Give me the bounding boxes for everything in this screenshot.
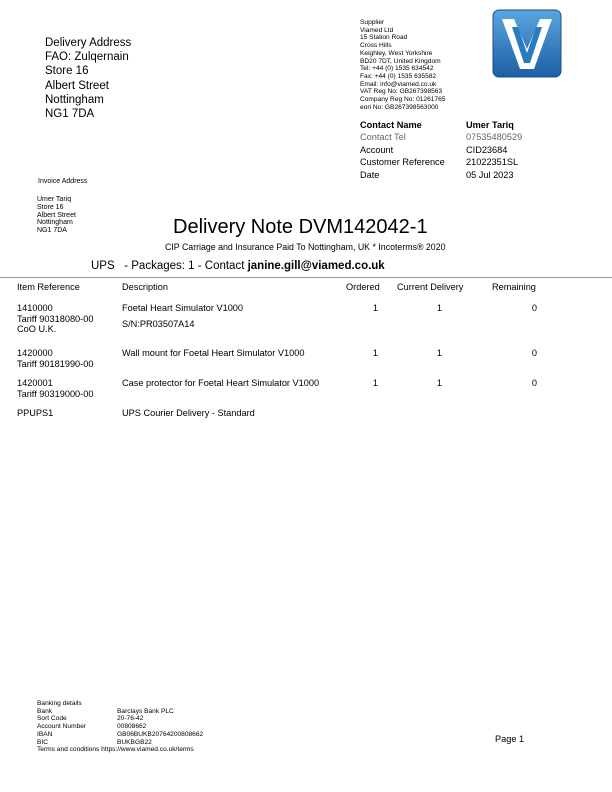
invoice-address-line: Albert Street	[37, 211, 76, 219]
delivery-address-line: NG1 7DA	[45, 108, 95, 121]
supplier-line: VAT Reg No: GB267398563	[360, 88, 443, 96]
contact-value: 07535480529	[466, 132, 523, 143]
invoice-address	[37, 196, 76, 235]
invoice-address-heading: Invoice Address	[38, 178, 88, 185]
contact-value: CID23684	[466, 144, 508, 155]
table-row-ref	[17, 378, 93, 399]
supplier-line: Email: info@viamed.co.uk	[360, 80, 437, 88]
invoice-address-line: Umer Tariq	[37, 196, 72, 203]
contact-label: Date	[360, 169, 380, 180]
item-remaining: 0	[531, 348, 537, 358]
item-ordered: 1	[372, 378, 378, 388]
column-header-remaining: Remaining	[492, 282, 536, 292]
supplier-line: Cross Hills	[360, 42, 392, 50]
table-row-ref	[17, 303, 93, 335]
supplier-line: Keighley, West Yorkshire	[360, 49, 433, 57]
supplier-line: 15 Station Road	[360, 34, 408, 42]
contact-label: Contact Name	[360, 120, 422, 130]
contact-row	[360, 119, 522, 131]
item-tariff: Tariff 90319000-00	[17, 388, 94, 399]
item-reference: 1410000	[17, 303, 53, 313]
item-current-delivery: 1	[436, 348, 442, 358]
delivery-address-line: Nottingham	[45, 93, 104, 106]
incoterms-line: CIP Carriage and Insurance Paid To Nottingham, UK * Incoterms® 2020	[165, 242, 446, 252]
column-header-description: Description	[122, 282, 168, 292]
banking-value: 00808662	[117, 723, 147, 731]
terms-link[interactable]: Terms and conditions https://www.viamed.co.uk/terms	[37, 746, 194, 754]
item-reference: 1420000	[17, 348, 53, 358]
supplier-line: eori No: GB267398563000	[360, 103, 439, 111]
invoice-address-line: NG1 7DA	[37, 227, 67, 235]
table-row-desc	[122, 303, 243, 329]
banking-row	[37, 739, 203, 747]
page-number: Page 1	[495, 734, 525, 744]
document-title: Delivery Note DVM142042-1	[173, 216, 428, 238]
banking-row	[37, 708, 203, 716]
item-description: UPS Courier Delivery - Standard	[122, 408, 255, 418]
packages-line	[91, 260, 385, 272]
item-ordered: 1	[372, 348, 378, 358]
banking-label: Sort Code	[37, 715, 67, 723]
item-description: Case protector for Foetal Heart Simulator V1000	[122, 378, 320, 388]
contact-label: Customer Reference	[360, 157, 445, 168]
item-tariff: Tariff 90181990-00	[17, 358, 94, 369]
banking-row	[37, 715, 203, 723]
item-reference: 1420001	[17, 378, 53, 388]
item-description: Wall mount for Foetal Heart Simulator V1000	[122, 348, 305, 358]
item-current-delivery: 1	[436, 303, 442, 313]
column-header-current-delivery: Current Delivery	[397, 282, 464, 292]
contact-email-link[interactable]: janine.gill@viamed.co.uk	[247, 260, 385, 272]
delivery-address-line: Store 16	[45, 65, 89, 78]
contact-row	[360, 156, 522, 168]
packages-text: UPS - Packages: 1 - Contact	[91, 260, 248, 272]
banking-value: BUKBGB22	[117, 738, 152, 746]
contact-row	[360, 144, 522, 156]
item-current-delivery: 1	[436, 378, 442, 388]
contact-details	[360, 119, 522, 181]
banking-label: Bank	[37, 707, 53, 715]
supplier-line: Tel: +44 (0) 1535 634542	[360, 65, 434, 73]
banking-label: IBAN	[37, 730, 53, 738]
contact-label: Account	[360, 144, 394, 155]
item-coo: CoO U.K.	[17, 324, 57, 335]
item-reference: PPUPS1	[17, 408, 54, 418]
item-remaining: 0	[531, 378, 537, 388]
table-row-ref	[17, 348, 93, 369]
banking-row	[37, 731, 203, 739]
contact-row	[360, 169, 522, 181]
item-ordered: 1	[372, 303, 378, 313]
item-description: Foetal Heart Simulator V1000	[122, 303, 244, 313]
delivery-address-line: FAO: Zulqernain	[45, 51, 129, 64]
delivery-address	[45, 36, 131, 121]
column-header-ordered: Ordered	[346, 282, 380, 292]
item-remaining: 0	[531, 303, 537, 313]
banking-details	[37, 700, 203, 754]
item-tariff: Tariff 90318080-00	[17, 313, 94, 324]
delivery-address-line: Albert Street	[45, 79, 109, 92]
supplier-line: BD20 7DT, United Kingdom	[360, 57, 441, 65]
banking-value: Barclays Bank PLC	[117, 707, 174, 715]
banking-value: 20-76-42	[117, 715, 144, 723]
item-serial: S/N:PR03507A14	[122, 318, 195, 329]
supplier-heading: Supplier	[360, 19, 385, 26]
column-header-item-reference: Item Reference	[17, 282, 80, 292]
contact-label: Contact Tel	[360, 132, 406, 143]
contact-value: Umer Tariq	[466, 120, 514, 130]
supplier-line: Fax: +44 (0) 1535 635582	[360, 72, 437, 80]
banking-row	[37, 723, 203, 731]
banking-value: GB06BUKB20764200808662	[117, 730, 204, 738]
contact-value: 21022351SL	[466, 157, 519, 168]
banking-heading: Banking details	[37, 700, 82, 707]
banking-label: Account Number	[37, 723, 87, 731]
contact-row	[360, 131, 522, 143]
invoice-address-line: Store 16	[37, 203, 64, 211]
contact-value: 05 Jul 2023	[466, 169, 514, 180]
viamed-logo-icon	[492, 9, 562, 78]
divider	[0, 277, 612, 278]
delivery-address-heading: Delivery Address	[45, 37, 132, 49]
invoice-address-line: Nottingham	[37, 219, 73, 227]
supplier-line: Company Reg No: 01261765	[360, 96, 446, 104]
supplier-line: Viamed Ltd	[360, 26, 394, 34]
supplier-details	[360, 19, 445, 111]
banking-label: BIC	[37, 738, 48, 746]
